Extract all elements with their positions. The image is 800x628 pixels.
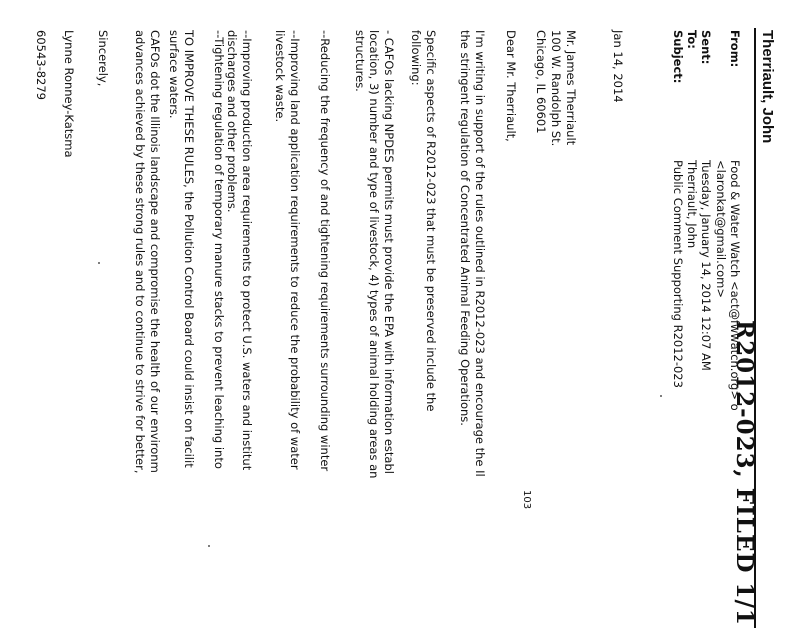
- header-value: <laronkat@gmail.com>: [714, 160, 728, 298]
- paragraph-line: --Improving production area requirements to protect U.S. waters and institut: [240, 30, 254, 471]
- header-value: Therriault, John: [685, 160, 699, 249]
- paragraph-line: livestock waste.: [273, 30, 288, 123]
- closing: Sincerely,: [96, 30, 110, 87]
- paragraph-line: --Reducing the frequency of and tightening requirements surrounding winter: [318, 30, 332, 472]
- header-rule: [754, 28, 756, 628]
- header-label: To:: [685, 30, 699, 49]
- paragraph-line: --Improving land application requirements to reduce the probability of water: [288, 30, 302, 470]
- header-label: Subject:: [671, 30, 685, 84]
- paragraph-line: --Tightening regulation of temporary manure stacks to prevent leaching into: [212, 30, 226, 469]
- header-value: Public Comment Supporting R2012-023: [671, 160, 685, 388]
- sender-name-heading: Therriault, John: [759, 30, 776, 144]
- header-value: Food & Water Watch <act@fwwatch.org> o: [728, 160, 742, 411]
- address-line: Chicago, IL 60601: [534, 30, 548, 134]
- paragraph-line: location, 3) number and type of livestock, 4) types of animal holding areas an: [367, 30, 382, 479]
- address-line: 100 W. Randolph St.: [549, 30, 563, 147]
- paragraph-line: CAFOs dot the Illinois landscape and compromise the health of our environm: [148, 30, 162, 473]
- address-line: Mr. James Therriault: [564, 30, 578, 146]
- page-number: 103: [521, 490, 532, 510]
- paragraph-line: the stringent regulation of Concentrated Animal Feeding Operations.: [458, 30, 473, 426]
- header-label: Sent:: [699, 30, 713, 65]
- signature-line: 60543-8279: [34, 30, 48, 100]
- paragraph-line: structures.: [353, 30, 367, 92]
- paragraph-line: discharges and other problems.: [225, 30, 240, 213]
- header-value: Tuesday, January 14, 2014 12:07 AM: [699, 160, 713, 371]
- paragraph-line: I'm writing in support of the rules outlined in R2012-023 and encourage the Il: [473, 30, 487, 477]
- paragraph-line: surface waters.: [167, 30, 182, 119]
- paragraph-line: Specific aspects of R2012-023 that must be preserved include the: [424, 30, 438, 412]
- paragraph-line: - CAFOs lacking NPDES permits must provide the EPA with information establ: [382, 30, 396, 474]
- filing-stamp: R2012-023, FILED 1/1: [731, 320, 758, 626]
- letter-date: Jan 14, 2014: [611, 30, 625, 103]
- header-label: From:: [728, 30, 742, 68]
- salutation: Dear Mr. Therriault,: [504, 30, 518, 142]
- scan-speck: [98, 262, 100, 264]
- paragraph-line: following:: [409, 30, 424, 86]
- paragraph-line: advances achieved by these strong rules and to continue to strive for better,: [133, 30, 148, 474]
- scan-speck: [660, 395, 662, 397]
- scan-speck: [208, 545, 210, 547]
- paragraph-line: TO IMPROVE THESE RULES, the Pollution Control Board could insist on facilit: [182, 30, 196, 468]
- signature-line: Lynne Ronney-Katsma: [62, 30, 76, 158]
